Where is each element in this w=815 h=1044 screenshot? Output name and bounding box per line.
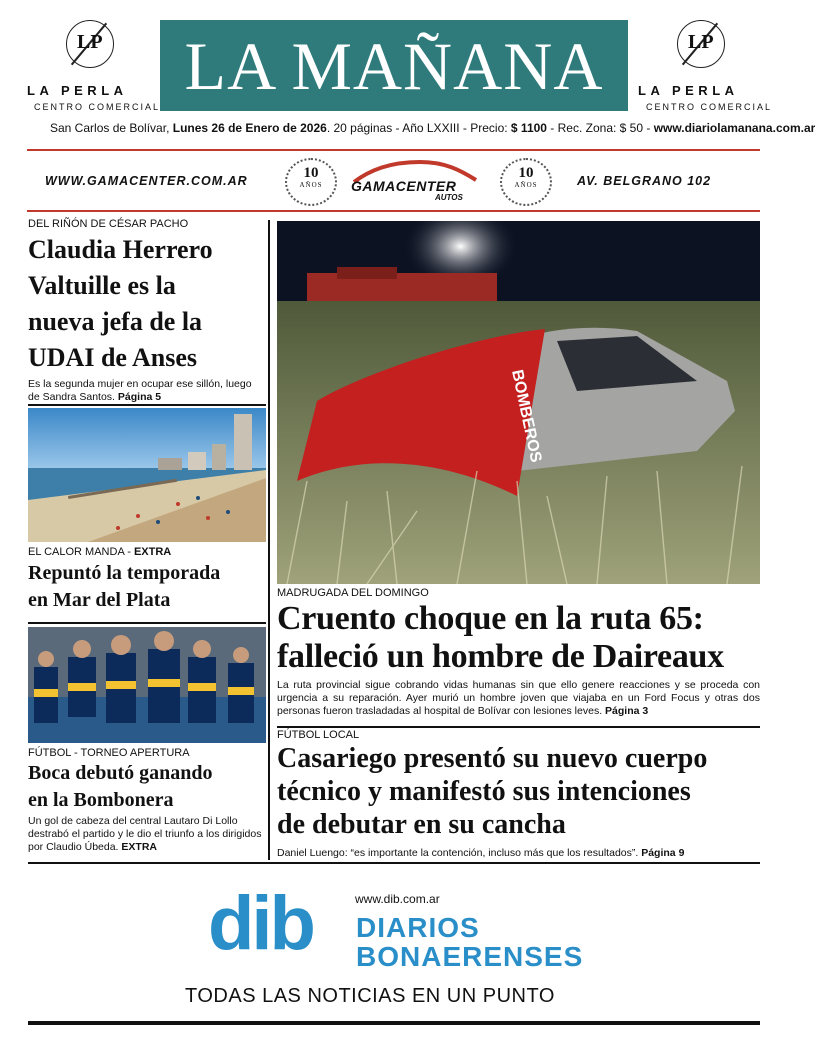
site-link[interactable]: www.diariolamanana.com.ar (653, 121, 815, 135)
dib-ad[interactable] (185, 880, 610, 1020)
lede: Daniel Luengo: “es importante la contención, incluso más que los resultados”. Página 9 (277, 847, 685, 859)
article-udai[interactable] (28, 218, 266, 404)
kicker: MADRUGADA DEL DOMINGO (277, 587, 429, 599)
lede: La ruta provincial sigue cobrando vidas humanas sin que ello genere reacciones y se proceda con urgencia a su reparación. Ayer murió un hombre joven que viajaba en un Ford Focus y otras dos personas fueron trasladadas al hospital de Bolívar con lesiones leves. Página 3 (277, 679, 760, 717)
headline: Boca debutó ganando en la Bombonera (28, 762, 213, 811)
divider (28, 622, 266, 624)
ad-bar-top-rule (27, 149, 760, 151)
article-boca[interactable] (28, 747, 266, 854)
kicker: FÚTBOL LOCAL (277, 729, 360, 741)
content-bottom-rule (28, 862, 760, 864)
left-brand-name: LA PERLA (27, 83, 128, 98)
kicker: FÚTBOL - TORNEO APERTURA (28, 747, 190, 759)
headline: Casariego presentó su nuevo cuerpo técnico y manifestó sus intenciones de debutar en su cancha (277, 743, 708, 840)
divider (28, 404, 266, 406)
bomberos-text: BOMBEROS (508, 368, 545, 465)
lede: Es la segunda mujer en ocupar ese sillón, luego de Sandra Santos. Página 5 (28, 378, 252, 403)
anniversary-badge-left: 10 AÑOS (285, 158, 337, 206)
title-banner (160, 20, 628, 111)
dib-word-diarios: DIARIOS (356, 912, 480, 943)
la-perla-logo-left: LP (66, 20, 114, 68)
gamacenter-ad[interactable] (27, 152, 760, 210)
article-mar-del-plata[interactable] (28, 546, 266, 614)
gamacenter-brand: GAMACENTER (351, 178, 457, 194)
ad-bar-bottom-rule (27, 210, 760, 212)
dib-tagline: TODAS LAS NOTICIAS EN UN PUNTO (185, 985, 555, 1007)
right-brand-sub: CENTRO COMERCIAL (646, 102, 773, 112)
page-ref: Página 9 (641, 847, 685, 859)
edition-info: San Carlos de Bolívar, Lunes 26 de Enero de 2026. 20 páginas - Año LXXIII - Precio: $ 1100 - Rec. Zona: $ 50 - www.diariolamanana.com.ar (50, 121, 815, 135)
kicker: EL CALOR MANDA - EXTRA (28, 546, 172, 558)
column-divider (268, 220, 270, 860)
dib-word-bonaerenses: BONAERENSES (356, 941, 584, 972)
anniversary-badge-right: 10 AÑOS (500, 158, 552, 206)
kicker: DEL RIÑÓN DE CÉSAR PACHO (28, 218, 189, 230)
boca-photo[interactable] (28, 627, 266, 743)
dib-logo: dib (208, 881, 313, 966)
divider (277, 726, 760, 728)
masthead (0, 0, 815, 140)
page-bottom-rule (28, 1021, 760, 1025)
page-ref: Página 5 (117, 391, 162, 403)
page-ref: EXTRA (121, 841, 157, 853)
newspaper-title: LA MAÑANA (184, 28, 604, 104)
article-casariego[interactable] (277, 729, 760, 860)
gamacenter-address: AV. BELGRANO 102 (577, 174, 712, 188)
la-perla-logo-right: LP (677, 20, 725, 68)
mar-del-plata-photo[interactable] (28, 408, 266, 542)
gamacenter-url: WWW.GAMACENTER.COM.AR (45, 174, 248, 188)
left-brand-sub: CENTRO COMERCIAL (34, 102, 161, 112)
headline: Repuntó la temporada en Mar del Plata (28, 562, 221, 611)
crash-photo[interactable] (277, 221, 760, 584)
article-crash[interactable] (277, 587, 760, 718)
page-ref: Página 3 (605, 705, 649, 717)
headline: Claudia Herrero Valtuille es la nueva jefa de la UDAI de Anses (28, 235, 213, 372)
right-brand-name: LA PERLA (638, 83, 739, 98)
gamacenter-sub: AUTOS (435, 193, 463, 202)
lede: Un gol de cabeza del central Lautaro Di Lollo destrabó el partido y le dio el triunfo a los dirigidos por Claudio Úbeda. EXTRA (28, 815, 262, 853)
headline: Cruento choque en la ruta 65: falleció un hombre de Daireaux (277, 600, 724, 675)
dib-url: www.dib.com.ar (355, 892, 440, 906)
